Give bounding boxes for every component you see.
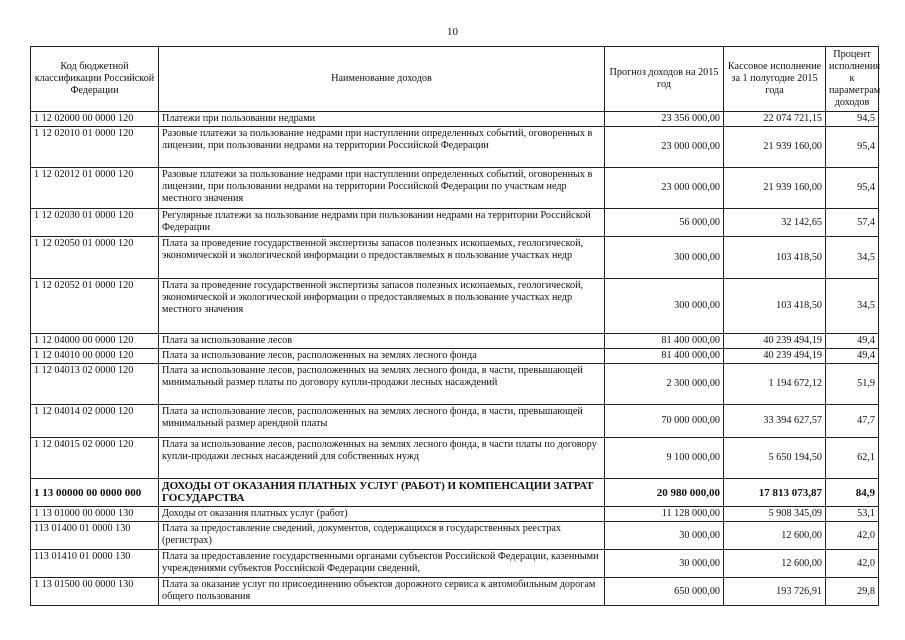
forecast-cell: 23 000 000,00 xyxy=(605,127,724,168)
code-cell: 1 12 04015 02 0000 120 xyxy=(31,438,159,479)
forecast-cell: 81 400 000,00 xyxy=(605,349,724,364)
name-cell: Плата за использование лесов xyxy=(159,334,605,349)
code-cell: 1 12 02000 00 0000 120 xyxy=(31,112,159,127)
percent-cell: 84,9 xyxy=(826,479,879,507)
name-cell: Разовые платежи за пользование недрами при наступлении определенных событий, оговоренных в лицензии, при пользовании недрами на территории Российской Федерации xyxy=(159,127,605,168)
table-row xyxy=(31,127,879,168)
actual-cell: 40 239 494,19 xyxy=(724,334,826,349)
percent-cell: 95,4 xyxy=(826,168,879,209)
actual-cell: 5 650 194,50 xyxy=(724,438,826,479)
forecast-cell: 300 000,00 xyxy=(605,279,724,334)
actual-cell: 5 908 345,09 xyxy=(724,507,826,522)
percent-cell: 34,5 xyxy=(826,279,879,334)
percent-cell: 57,4 xyxy=(826,209,879,237)
code-cell: 1 12 04014 02 0000 120 xyxy=(31,405,159,438)
forecast-cell: 30 000,00 xyxy=(605,550,724,578)
table-row xyxy=(31,479,879,507)
forecast-cell: 300 000,00 xyxy=(605,237,724,279)
actual-cell: 22 074 721,15 xyxy=(724,112,826,127)
percent-cell: 47,7 xyxy=(826,405,879,438)
table-row xyxy=(31,578,879,606)
percent-cell: 34,5 xyxy=(826,237,879,279)
percent-cell: 42,0 xyxy=(826,522,879,550)
actual-cell: 103 418,50 xyxy=(724,279,826,334)
name-cell: Плата за предоставление государственными органами субъектов Российской Федерации, казенными учреждениями субъектов Российской Федерации сведений, xyxy=(159,550,605,578)
actual-cell: 193 726,91 xyxy=(724,578,826,606)
code-cell: 1 13 01000 00 0000 130 xyxy=(31,507,159,522)
code-cell: 1 12 04013 02 0000 120 xyxy=(31,364,159,405)
header-percent: Процент исполнения к параметрам доходов xyxy=(826,47,879,112)
percent-cell: 51,9 xyxy=(826,364,879,405)
forecast-cell: 2 300 000,00 xyxy=(605,364,724,405)
forecast-cell: 30 000,00 xyxy=(605,522,724,550)
code-cell: 1 12 02012 01 0000 120 xyxy=(31,168,159,209)
name-cell: Доходы от оказания платных услуг (работ) xyxy=(159,507,605,522)
name-cell: Разовые платежи за пользование недрами при наступлении определенных событий, оговоренных в лицензии, при пользовании недрами на территории Российской Федерации по участкам недр местного значения xyxy=(159,168,605,209)
code-cell: 1 13 01500 00 0000 130 xyxy=(31,578,159,606)
actual-cell: 12 600,00 xyxy=(724,550,826,578)
code-cell: 113 01410 01 0000 130 xyxy=(31,550,159,578)
name-cell: Плата за проведение государственной экспертизы запасов полезных ископаемых, геологической, экономической и экологической информации о предоставляемых в пользование участках недр местного значения xyxy=(159,279,605,334)
code-cell: 1 12 02052 01 0000 120 xyxy=(31,279,159,334)
forecast-cell: 23 000 000,00 xyxy=(605,168,724,209)
actual-cell: 32 142,65 xyxy=(724,209,826,237)
percent-cell: 94,5 xyxy=(826,112,879,127)
table-body xyxy=(31,112,879,606)
forecast-cell: 23 356 000,00 xyxy=(605,112,724,127)
code-cell: 113 01400 01 0000 130 xyxy=(31,522,159,550)
name-cell: Плата за использование лесов, расположенных на землях лесного фонда xyxy=(159,349,605,364)
name-cell: Плата за использование лесов, расположенных на землях лесного фонда, в части, превышающей минимальный размер платы по договору купли-продажи лесных насаждений xyxy=(159,364,605,405)
table-row xyxy=(31,237,879,279)
page-number: 10 xyxy=(447,26,458,38)
table-row xyxy=(31,364,879,405)
percent-cell: 62,1 xyxy=(826,438,879,479)
name-cell: Плата за предоставление сведений, документов, содержащихся в государственных реестрах (регистрах) xyxy=(159,522,605,550)
actual-cell: 33 394 627,57 xyxy=(724,405,826,438)
table-row xyxy=(31,522,879,550)
code-cell: 1 12 04010 00 0000 120 xyxy=(31,349,159,364)
code-cell: 1 12 02030 01 0000 120 xyxy=(31,209,159,237)
actual-cell: 21 939 160,00 xyxy=(724,168,826,209)
actual-cell: 1 194 672,12 xyxy=(724,364,826,405)
code-cell: 1 12 02010 01 0000 120 xyxy=(31,127,159,168)
forecast-cell: 11 128 000,00 xyxy=(605,507,724,522)
forecast-cell: 81 400 000,00 xyxy=(605,334,724,349)
forecast-cell: 9 100 000,00 xyxy=(605,438,724,479)
name-cell: Плата за использование лесов, расположенных на землях лесного фонда, в части платы по договору купли-продажи лесных насаждений для собственных нужд xyxy=(159,438,605,479)
percent-cell: 49,4 xyxy=(826,349,879,364)
table-row xyxy=(31,209,879,237)
code-cell: 1 12 04000 00 0000 120 xyxy=(31,334,159,349)
actual-cell: 21 939 160,00 xyxy=(724,127,826,168)
percent-cell: 29,8 xyxy=(826,578,879,606)
actual-cell: 17 813 073,87 xyxy=(724,479,826,507)
percent-cell: 53,1 xyxy=(826,507,879,522)
table-row xyxy=(31,438,879,479)
table-row xyxy=(31,168,879,209)
header-actual: Кассовое исполнение за 1 полугодие 2015 года xyxy=(724,47,826,112)
header-forecast: Прогноз доходов на 2015 год xyxy=(605,47,724,112)
actual-cell: 103 418,50 xyxy=(724,237,826,279)
header-code: Код бюджетной классификации Российской Федерации xyxy=(31,47,159,112)
name-cell: Плата за использование лесов, расположенных на землях лесного фонда, в части, превышающей минимальный размер арендной платы xyxy=(159,405,605,438)
table-row xyxy=(31,507,879,522)
name-cell: Регулярные платежи за пользование недрами при пользовании недрами на территории Российской Федерации xyxy=(159,209,605,237)
table-row xyxy=(31,405,879,438)
percent-cell: 49,4 xyxy=(826,334,879,349)
name-cell: Плата за проведение государственной экспертизы запасов полезных ископаемых, геологической, экономической и экологической информации о предоставляемых в пользование участках недр xyxy=(159,237,605,279)
table-header-row xyxy=(31,47,879,112)
table-row xyxy=(31,550,879,578)
forecast-cell: 56 000,00 xyxy=(605,209,724,237)
forecast-cell: 20 980 000,00 xyxy=(605,479,724,507)
percent-cell: 95,4 xyxy=(826,127,879,168)
actual-cell: 40 239 494,19 xyxy=(724,349,826,364)
percent-cell: 42,0 xyxy=(826,550,879,578)
forecast-cell: 650 000,00 xyxy=(605,578,724,606)
code-cell: 1 13 00000 00 0000 000 xyxy=(31,479,159,507)
table-row xyxy=(31,334,879,349)
forecast-cell: 70 000 000,00 xyxy=(605,405,724,438)
code-cell: 1 12 02050 01 0000 120 xyxy=(31,237,159,279)
name-cell: ДОХОДЫ ОТ ОКАЗАНИЯ ПЛАТНЫХ УСЛУГ (РАБОТ) И КОМПЕНСАЦИИ ЗАТРАТ ГОСУДАРСТВА xyxy=(159,479,605,507)
table-row xyxy=(31,279,879,334)
table-row xyxy=(31,349,879,364)
revenue-table xyxy=(30,46,879,606)
name-cell: Плата за оказание услуг по присоединению объектов дорожного сервиса к автомобильным дорогам общего пользования xyxy=(159,578,605,606)
actual-cell: 12 600,00 xyxy=(724,522,826,550)
table-row xyxy=(31,112,879,127)
name-cell: Платежи при пользовании недрами xyxy=(159,112,605,127)
header-name: Наименование доходов xyxy=(159,47,605,112)
